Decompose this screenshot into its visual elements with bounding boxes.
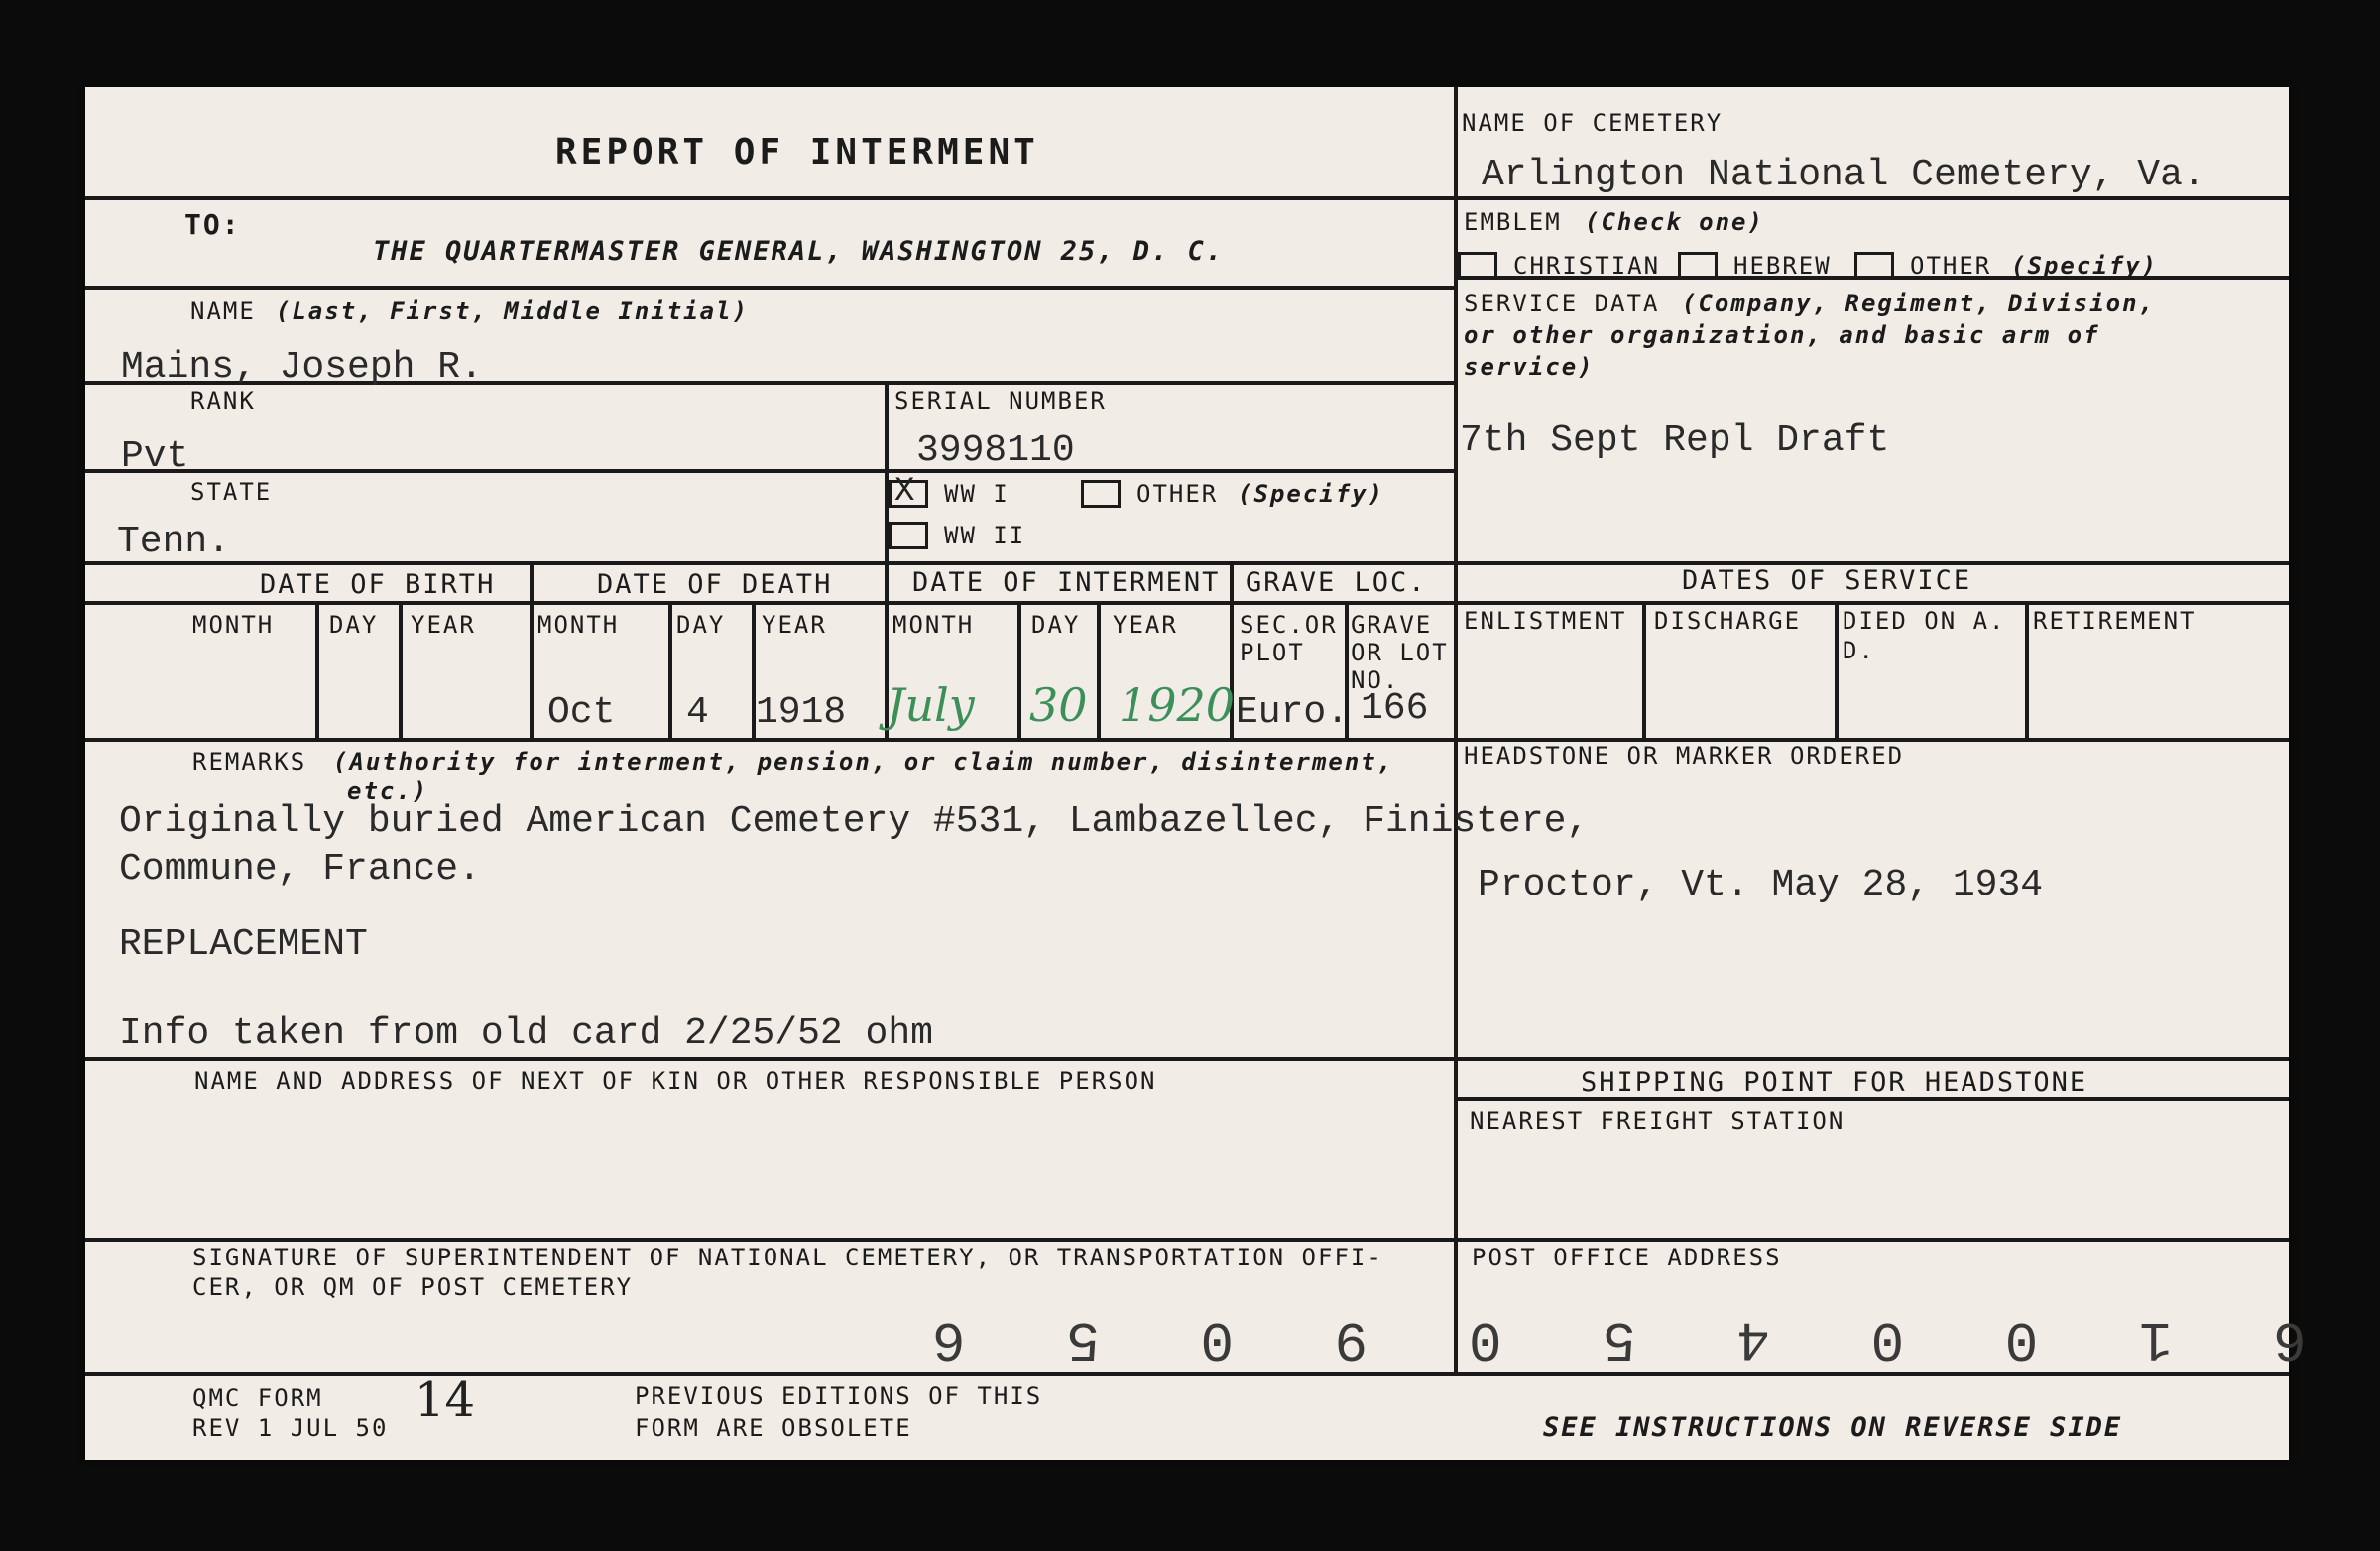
dob-month-label: MONTH xyxy=(192,611,275,639)
dob-day-label: DAY xyxy=(329,611,379,639)
signature-label-2: CER, OR QM OF POST CEMETERY xyxy=(192,1273,634,1301)
other-emblem-hint: (Specify) xyxy=(2011,252,2159,280)
sec-plot-label-2: PLOT xyxy=(1240,639,1305,666)
service-value: 7th Sept Repl Draft xyxy=(1460,419,1890,462)
see-instructions: SEE INSTRUCTIONS ON REVERSE SIDE xyxy=(1543,1412,2123,1443)
dob-label: DATE OF BIRTH xyxy=(260,569,496,600)
dod-year-value: 1918 xyxy=(756,691,847,734)
form-number: 14 xyxy=(415,1372,476,1428)
state-value: Tenn. xyxy=(117,521,231,563)
previous-editions-2: FORM ARE OBSOLETE xyxy=(635,1414,912,1442)
signature-label-1: SIGNATURE OF SUPERINTENDENT OF NATIONAL CEMETERY, OR TRANSPORTATION OFFI- xyxy=(192,1244,1383,1271)
ww1-check-mark: X xyxy=(894,473,915,511)
rule xyxy=(85,1057,2289,1061)
dod-day-value: 4 xyxy=(686,691,709,734)
service-hint-3: service) xyxy=(1464,353,1595,381)
dob-year-label: YEAR xyxy=(411,611,476,639)
rule xyxy=(85,738,2289,742)
enlistment-label: ENLISTMENT xyxy=(1464,607,1627,635)
remarks-hint-2: etc.) xyxy=(347,777,429,805)
name-hint: (Last, First, Middle Initial) xyxy=(276,298,750,325)
rule xyxy=(399,601,403,742)
serial-value: 3998110 xyxy=(916,429,1075,472)
dod-year-label: YEAR xyxy=(762,611,827,639)
cemetery-value: Arlington National Cemetery, Va. xyxy=(1482,154,2205,196)
rule xyxy=(1642,601,1646,742)
christian-checkbox[interactable] xyxy=(1458,252,1497,280)
rule xyxy=(85,286,1456,290)
shipping-label: SHIPPING POINT FOR HEADSTONE xyxy=(1581,1067,2088,1098)
grave-lot-label-2: OR LOT xyxy=(1351,639,1449,666)
rank-value: Pvt xyxy=(121,435,189,478)
rule xyxy=(1017,601,1021,742)
dod-month-value: Oct xyxy=(547,691,616,734)
other-emblem-checkbox[interactable] xyxy=(1854,252,1894,280)
dod-label: DATE OF DEATH xyxy=(597,569,833,600)
stamped-number: 6 1 0 0 4 5 0 9 0 5 6 xyxy=(898,1307,2307,1372)
ww1-label: WW I xyxy=(944,480,1010,508)
remarks-hint-1: (Authority for interment, pension, or claim number, disinterment, xyxy=(333,748,1394,776)
rule xyxy=(1835,601,1839,742)
hebrew-checkbox[interactable] xyxy=(1678,252,1718,280)
interment-card xyxy=(85,87,2307,1460)
to-value: THE QUARTERMASTER GENERAL, WASHINGTON 25, D. C. xyxy=(373,236,1225,267)
remarks-line-1: Originally buried American Cemetery #531, Lambazellec, Finistere, xyxy=(119,800,1590,843)
remarks-line-4: Info taken from old card 2/25/52 ohm xyxy=(119,1013,933,1055)
doi-day-label: DAY xyxy=(1031,611,1081,639)
doi-month-label: MONTH xyxy=(892,611,975,639)
rule xyxy=(315,601,319,742)
freight-label: NEAREST FREIGHT STATION xyxy=(1470,1107,1845,1134)
qmc-form-label: QMC FORM xyxy=(192,1384,323,1412)
name-label: NAME xyxy=(190,298,256,325)
rule xyxy=(85,1238,2289,1242)
headstone-label: HEADSTONE OR MARKER ORDERED xyxy=(1464,742,1905,770)
rule xyxy=(2025,601,2029,742)
rule xyxy=(1097,601,1101,742)
revision-label: REV 1 JUL 50 xyxy=(192,1414,389,1442)
doi-year-value: 1920 xyxy=(1119,678,1236,732)
ww2-checkbox[interactable] xyxy=(889,522,928,549)
rule xyxy=(668,601,672,742)
ww2-label: WW II xyxy=(944,522,1026,549)
cemetery-label: NAME OF CEMETERY xyxy=(1462,109,1724,137)
remarks-line-2: Commune, France. xyxy=(119,848,481,891)
remarks-label: REMARKS xyxy=(192,748,307,776)
serial-label: SERIAL NUMBER xyxy=(894,387,1107,415)
died-ad-label-2: D. xyxy=(1843,637,1875,664)
dates-service-label: DATES OF SERVICE xyxy=(1682,565,1972,596)
other-war-hint: (Specify) xyxy=(1238,480,1385,508)
other-emblem-label: OTHER xyxy=(1910,252,1992,280)
grave-label: GRAVE LOC. xyxy=(1246,567,1427,598)
discharge-label: DISCHARGE xyxy=(1654,607,1802,635)
state-label: STATE xyxy=(190,478,273,506)
doi-year-label: YEAR xyxy=(1113,611,1178,639)
service-hint-2: or other organization, and basic arm of xyxy=(1464,321,2100,349)
dod-day-label: DAY xyxy=(676,611,726,639)
post-office-label: POST OFFICE ADDRESS xyxy=(1472,1244,1782,1271)
form-title: REPORT OF INTERMENT xyxy=(555,132,1039,173)
service-hint-1: (Company, Regiment, Division, xyxy=(1682,290,2156,317)
rank-label: RANK xyxy=(190,387,256,415)
grave-lot-value: 166 xyxy=(1361,687,1429,730)
dod-month-label: MONTH xyxy=(537,611,620,639)
christian-label: CHRISTIAN xyxy=(1513,252,1661,280)
doi-day-value: 30 xyxy=(1029,678,1088,732)
emblem-hint: (Check one) xyxy=(1585,208,1764,236)
to-label: TO: xyxy=(184,208,241,241)
remarks-line-3: REPLACEMENT xyxy=(119,923,368,966)
hebrew-label: HEBREW xyxy=(1733,252,1832,280)
sec-plot-label-1: SEC.OR xyxy=(1240,611,1338,639)
grave-lot-label-3: NO. xyxy=(1351,666,1400,694)
rule xyxy=(1454,87,1458,1376)
other-war-label: OTHER xyxy=(1136,480,1219,508)
doi-label: DATE OF INTERMENT xyxy=(912,567,1221,598)
other-war-checkbox[interactable] xyxy=(1081,480,1121,508)
died-ad-label-1: DIED ON A. xyxy=(1843,607,2006,635)
grave-lot-label-1: GRAVE xyxy=(1351,611,1433,639)
emblem-label: EMBLEM xyxy=(1464,208,1562,236)
grave-sec-value: Euro. xyxy=(1236,691,1350,734)
name-value: Mains, Joseph R. xyxy=(121,346,483,389)
doi-month-value: July xyxy=(887,678,975,732)
headstone-value: Proctor, Vt. May 28, 1934 xyxy=(1478,864,2044,906)
service-label: SERVICE DATA xyxy=(1464,290,1660,317)
rule xyxy=(85,601,2289,605)
previous-editions-1: PREVIOUS EDITIONS OF THIS xyxy=(635,1382,1043,1410)
rule xyxy=(85,469,1456,473)
retirement-label: RETIREMENT xyxy=(2033,607,2197,635)
rule xyxy=(530,561,534,742)
kin-label: NAME AND ADDRESS OF NEXT OF KIN OR OTHER RESPONSIBLE PERSON xyxy=(194,1067,1157,1095)
